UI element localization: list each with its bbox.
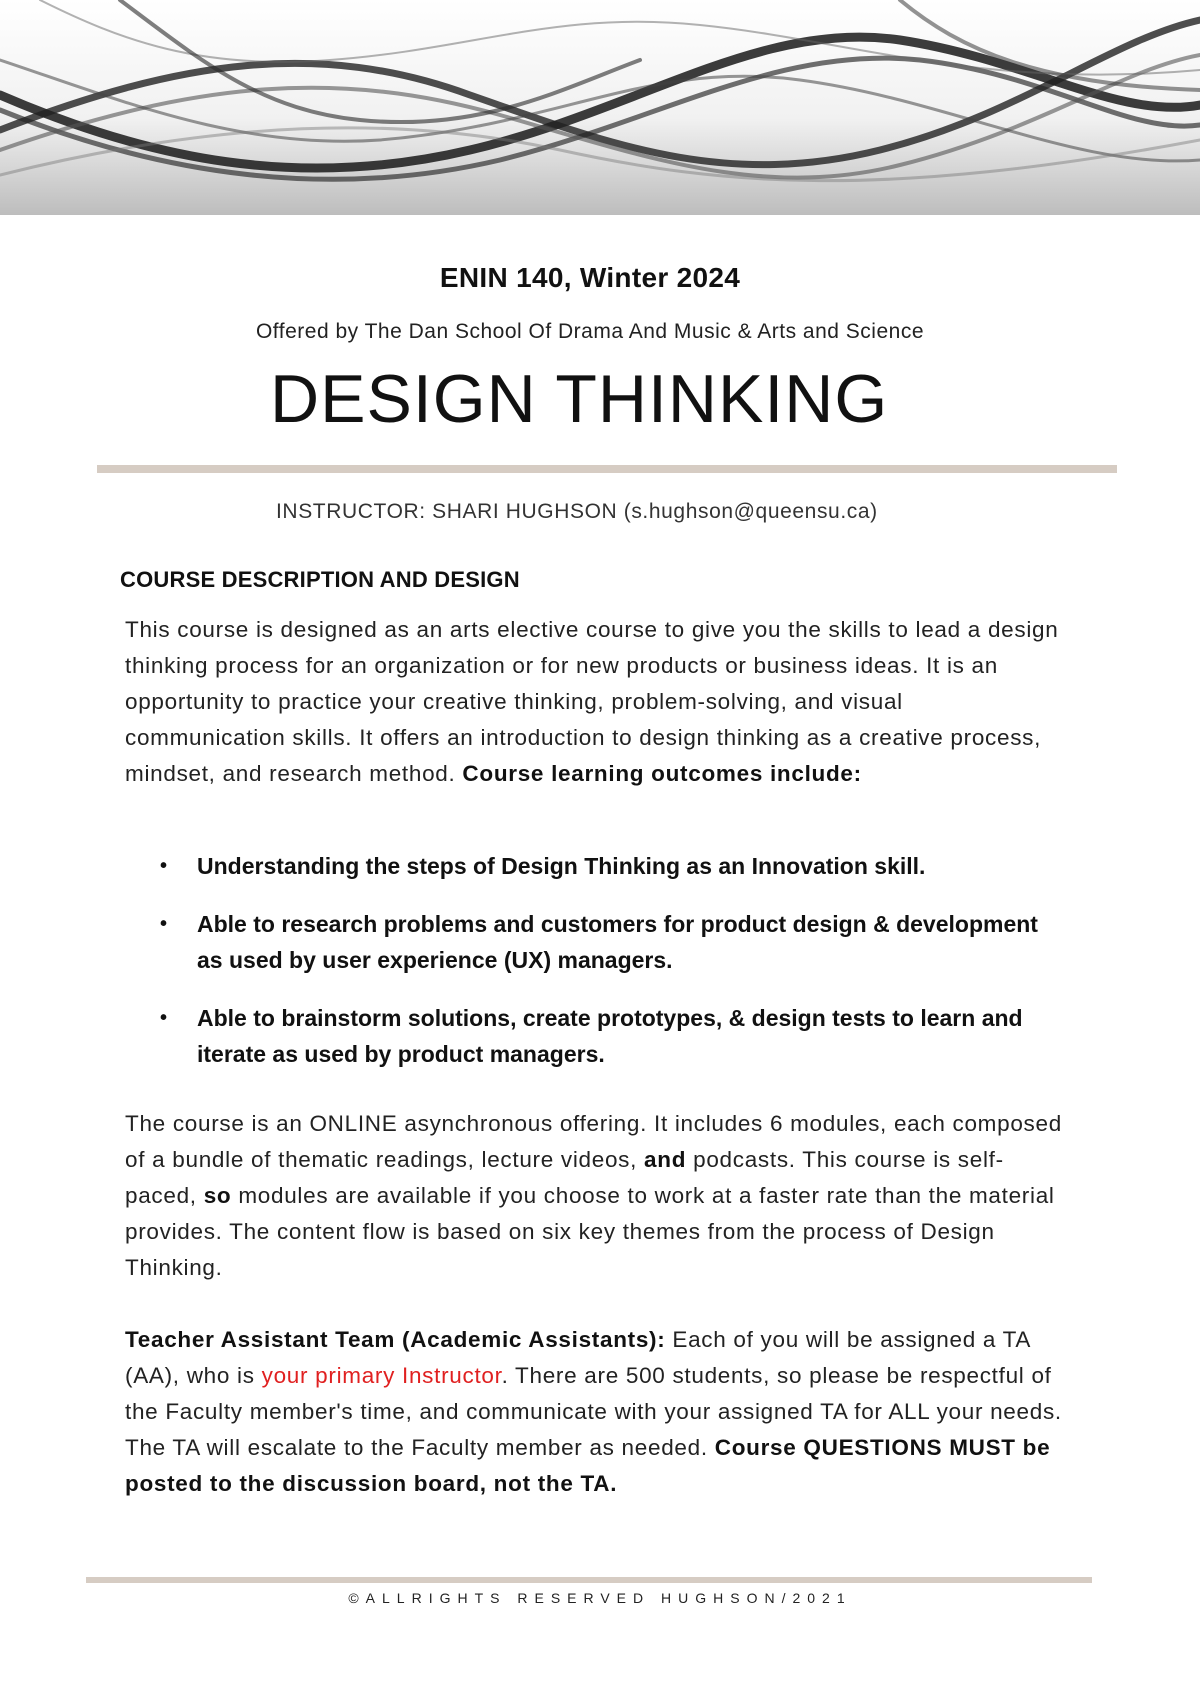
bullet-icon: • <box>160 1007 168 1029</box>
delivery-emphasis-so: so <box>203 1183 232 1208</box>
instructor-line: INSTRUCTOR: SHARI HUGHSON (s.hughson@queensu.ca) <box>276 500 878 523</box>
outcomes-lead: Course learning outcomes include: <box>462 761 862 786</box>
bullet-icon: • <box>160 913 168 935</box>
divider-top <box>97 465 1117 473</box>
outcome-text: Able to research problems and customers for product design & development as used by user experience (UX) managers. <box>197 911 1038 973</box>
list-item <box>160 906 1060 978</box>
course-intro-paragraph <box>125 612 1070 792</box>
wave-banner-image <box>0 0 1200 215</box>
delivery-text: modules are available if you choose to work at a faster rate than the material provides. The content flow is based on six key themes from the process of Design Thinking. <box>125 1183 1055 1280</box>
bullet-icon: • <box>160 855 168 877</box>
list-item <box>160 1000 1060 1072</box>
course-code: ENIN 140, Winter 2024 <box>439 262 741 293</box>
section-heading: COURSE DESCRIPTION AND DESIGN <box>120 567 520 592</box>
delivery-text: The course is an ONLINE asynchronous offering. It includes 6 modules, each composed of a bundle of thematic readings, lecture videos, <box>125 1111 1062 1172</box>
ta-emphasis: Course QUESTIONS MUST be posted to the discussion board, not the TA. <box>125 1435 1051 1496</box>
intro-text: This course is designed as an arts elective course to give you the skills to lead a design thinking process for an organization or for new products or business ideas. It is an opportunity to practice your creative thinking, problem-solving, and visual communication skills. It offers an introduction to design thinking as a creative process, mindset, and research method. <box>125 617 1059 786</box>
ta-highlight: your primary Instructor <box>261 1363 502 1388</box>
list-item <box>160 848 1060 884</box>
ta-label: Teacher Assistant Team (Academic Assistants): <box>125 1327 666 1352</box>
delivery-emphasis-and: and <box>644 1147 687 1172</box>
course-title: DESIGN THINKING <box>270 361 889 437</box>
ta-paragraph <box>125 1322 1070 1502</box>
outcome-text: Understanding the steps of Design Thinking as an Innovation skill. <box>197 853 926 879</box>
delivery-text: podcasts. This course is self-paced, <box>125 1147 1004 1208</box>
ta-text: . There are 500 students, so please be respectful of the Faculty member's time, and communicate with your assigned TA for ALL your needs. The TA will escalate to the Faculty member as needed. <box>125 1363 1062 1460</box>
divider-bottom <box>86 1577 1092 1583</box>
outcome-text: Able to brainstorm solutions, create prototypes, & design tests to learn and iterate as used by product managers. <box>197 1005 1023 1067</box>
ta-text: Each of you will be assigned a TA (AA), who is <box>125 1327 1030 1388</box>
offered-by-line: Offered by The Dan School Of Drama And Music & Arts and Science <box>255 320 925 343</box>
copyright-footer: ©ALLRIGHTS RESERVED HUGHSON/2021 <box>348 1590 852 1606</box>
delivery-paragraph <box>125 1106 1070 1286</box>
outcomes-list <box>160 848 1060 1094</box>
